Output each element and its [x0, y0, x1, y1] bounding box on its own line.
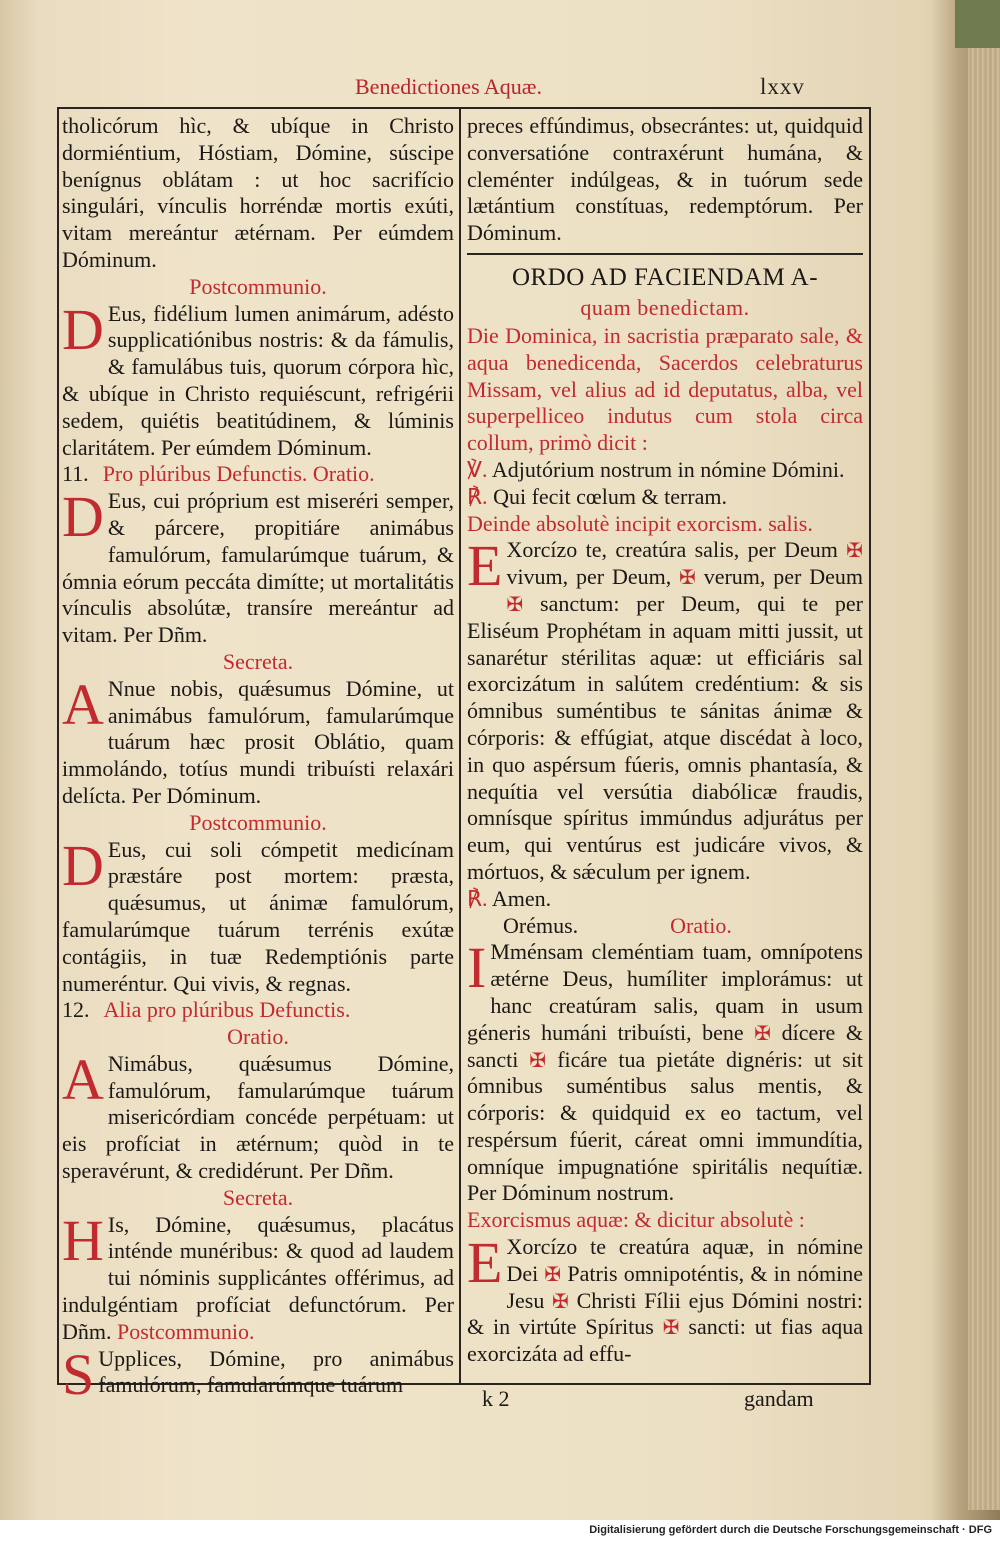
signature-mark: k 2 — [482, 1386, 510, 1411]
prayer-paragraph — [62, 1046, 454, 1185]
versicle-mark: ℟. — [467, 885, 488, 911]
rubric-heading: Oratio. — [227, 1024, 289, 1050]
rubric-heading: Postcommunio. — [117, 1318, 255, 1344]
section-title: Pro plúribus Defunctis. Oratio. — [102, 461, 375, 487]
page-edge — [968, 30, 1000, 1510]
red-cross-icon: ✠ — [552, 1288, 569, 1313]
prayer-paragraph — [62, 296, 454, 462]
rubric-instruction: Deinde absolutè incipit exorcism. salis. — [467, 510, 813, 536]
prayer-text: Upplices, Dómine, pro animábus famulórum, famularúmque tuárum — [98, 1345, 454, 1398]
rubric-instruction: Die Dominica, in sacristia præparato sale, & aqua benedicenda, Sacerdos celebraturus Missam, vel alius ad id deputatus, alba, vel superpelliceo indutus cum stola circa collum, primò dicit : — [467, 322, 863, 456]
rubric-heading: Postcommunio. — [189, 809, 327, 835]
versicle-mark: ℟. — [467, 483, 488, 509]
running-head: Benedictiones Aquæ. — [355, 74, 542, 99]
versicle — [467, 484, 863, 511]
drop-capital: D — [62, 832, 104, 898]
prayer-paragraph — [62, 832, 454, 998]
prayer-paragraph — [62, 484, 454, 649]
drop-capital: I — [467, 935, 487, 1001]
versicle-text: Qui fecit cœlum & terram. — [493, 483, 728, 509]
red-cross-icon: ✠ — [679, 565, 696, 590]
ordo-title-line: quam benedictam. — [580, 294, 750, 320]
rubric-instruction: Exorcismus aquæ: & dicitur absolutè : — [467, 1207, 805, 1233]
folio-number: lxxv — [760, 74, 805, 99]
versicle-mark: ℣. — [467, 456, 488, 482]
drop-capital: E — [467, 533, 503, 599]
footer-bar — [0, 1520, 1000, 1542]
text-paragraph: preces effúndimus, obsecrántes: ut, quidquid conversatióne contraxérunt humána, & cleménter indúlgeas, & in tuórum sede lætántium constítuas, redemptórum. Per Dóminum. — [467, 113, 863, 246]
oratio-label: Oratio. — [670, 912, 732, 938]
left-column — [62, 113, 454, 1407]
red-cross-icon: ✠ — [754, 1020, 772, 1045]
rubric-heading: Secreta. — [222, 1184, 294, 1210]
prayer-text: Nnue nobis, quǽsumus Dómine, ut animábus famulórum, famularúmque tuárum hæc prosit Oblátio, quam immolándo, totíus mundi tribuísti relaxári delícta. Per Dóminum. — [62, 675, 454, 808]
section-title: Alia pro plúribus Defunctis. — [103, 997, 351, 1023]
drop-capital: A — [62, 1046, 104, 1112]
red-cross-icon: ✠ — [529, 1047, 547, 1072]
rubric-heading: Secreta. — [222, 648, 294, 674]
prayer-paragraph — [467, 533, 863, 885]
prayer-text: Eus, cui soli cómpetit medicínam præstáre post mortem: præsta, quǽsumus, ut ánimæ famulórum, famularúmque tuárum terrénis exútæ contágiis, in tuæ Redemptiónis parte numeréntur. Qui vivis, & regnas. — [62, 836, 454, 996]
section-number: 12. — [62, 997, 90, 1023]
section-number: 11. — [62, 461, 89, 487]
versicle — [467, 886, 863, 913]
drop-capital: D — [62, 484, 104, 550]
drop-capital: S — [62, 1341, 95, 1407]
prayer-text: Eus, fidélium lumen animárum, adésto supplicatiónibus nostris: & da fámulis, & famulábus tuis, quorum córpora hìc, & ubíque in Christo requiéscunt, refrigérii sedem, quiétis beatitúdinem, & lúminis claritátem. Per eúmdem Dóminum. — [62, 300, 454, 460]
prayer-paragraph — [62, 1207, 454, 1346]
oremus-line — [467, 913, 863, 940]
versicle — [467, 457, 863, 484]
versicle-text: Amen. — [491, 885, 552, 911]
oremus-label: Orémus. — [503, 912, 579, 938]
red-cross-icon: ✠ — [506, 591, 524, 616]
prayer-text: Mménsam cleméntiam tuam, omnípotens ætérne Deus, humíliter implorámus: ut hanc creatúram salis, quam in usum géneris humáni tribuísti, bene ✠ dícere & sancti ✠ ficáre tua pietáte dignéris: ut sit ómnibus suméntibus salus mentis, & córporis: & quidquid ex eo tactum, vel respérsum fúerit, cáreat omni immundítia, omníque impugnatióne spiritális nequítiæ. Per Dóminum nostrum. — [467, 939, 863, 1206]
catchword: gandam — [744, 1386, 814, 1411]
drop-capital: A — [62, 671, 104, 737]
prayer-paragraph — [62, 671, 454, 810]
drop-capital: E — [467, 1230, 503, 1296]
prayer-text: Is, Dómine, quǽsumus, placátus inténde munéribus: & quod ad laudem tui nóminis supplicántes offérimus, ad indulgéntiam profíciat defunctórum. Per Dñm. — [62, 1211, 454, 1344]
prayer-text: Xorcízo te creatúra aquæ, in nómine Dei ✠ Patris omnipoténtis, & in nómine Jesu ✠ Christi Fílii ejus Dómini nostri: & in virtúte Spíritus ✠ sancti: ut fias aqua exorcizáta ad effu- — [467, 1234, 863, 1367]
prayer-text: Eus, cui próprium est miseréri semper, & párcere, propitiáre animábus famulórum, famularúmque tuárum, & ómnia eórum peccáta dimítte; ut mortalitátis vínculis absolútæ, transíre mereántur ad vitam. Per Dñm. — [62, 488, 454, 648]
numbered-heading — [62, 461, 454, 488]
rubric-heading: Postcommunio. — [189, 273, 327, 299]
prayer-text: Xorcízo te, creatúra salis, per Deum ✠ vivum, per Deum, ✠ verum, per Deum ✠ sanctum: per Deum, qui te per Eliséum Prophétam in aquam mitti jussit, ut sanarétur stérilitas aquæ: ut efficiáris sal exorcizátum in salútem credéntium: & sis ómnibus suméntibus te sánitas ánimæ & córporis: & effúgiat, atque discédat à loco, in quo aspérsum fúeris, omnis phantasía, & nequítia vel versútia diabólicæ fraudis, omnísque spíritus immúndus adjurátus per eum, qui ventúrus est judicáre vivos, & mórtuos, & sǽculum per ignem. — [467, 537, 863, 884]
right-column — [467, 113, 863, 1368]
binding-corner — [955, 0, 1000, 48]
prayer-paragraph — [467, 935, 863, 1207]
red-cross-icon: ✠ — [544, 1261, 562, 1286]
prayer-paragraph — [467, 1230, 863, 1368]
red-cross-icon: ✠ — [662, 1315, 680, 1340]
text-paragraph: tholicórum hìc, & ubíque in Christo dormiéntium, Hóstiam, Dómine, súscipe benígnus oblátam : ut hoc sacrifício singulári, vínculis horréndæ mortis exúti, vitam mereántur ætérnam. Per eúmdem Dóminum. — [62, 113, 454, 272]
prayer-paragraph — [62, 1341, 454, 1407]
drop-capital: H — [62, 1207, 104, 1273]
versicle-text: Adjutórium nostrum in nómine Dómini. — [491, 456, 845, 482]
ordo-title — [467, 253, 863, 323]
column-rule — [459, 107, 461, 1383]
footer-credit: Digitalisierung gefördert durch die Deutsche Forschungsgemeinschaft · DFG — [589, 1524, 992, 1536]
red-cross-icon: ✠ — [846, 538, 863, 563]
prayer-text: Nimábus, quǽsumus Dómine, famulórum, famularúmque tuárum misericórdiam concéde perpétuam: ut eis profíciat in ætérnum; quòd in te speravérunt, & credidérunt. Per Dñm. — [62, 1050, 454, 1184]
ordo-title-line: ORDO AD FACIENDAM A- — [511, 263, 819, 291]
numbered-heading — [62, 997, 454, 1024]
drop-capital: D — [62, 296, 104, 362]
